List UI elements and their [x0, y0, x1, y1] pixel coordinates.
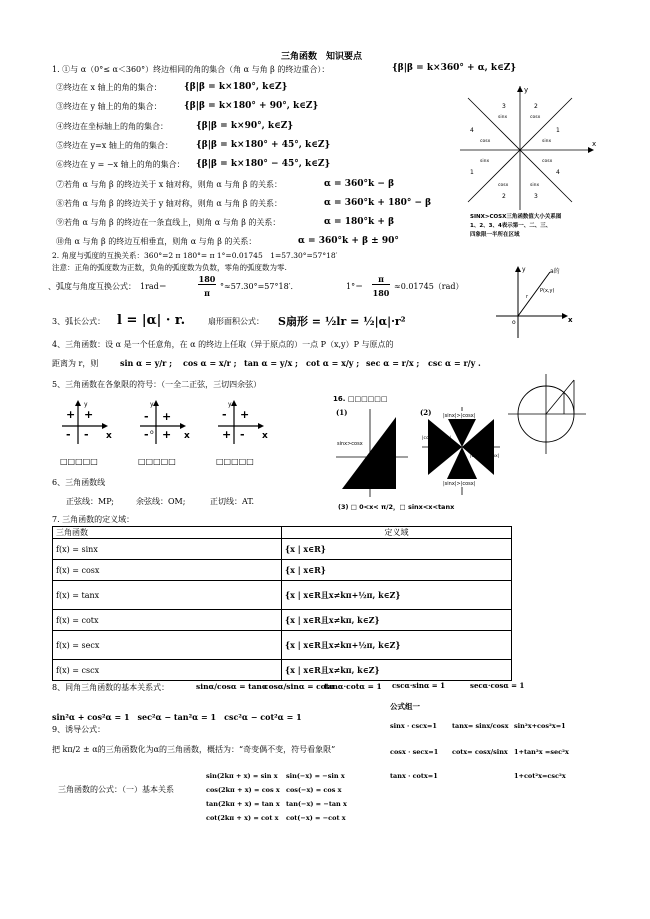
region-fig2-label-left: |cosx|>|sinx|: [422, 436, 452, 441]
svg-text:x: x: [262, 431, 268, 441]
region-figure-1: [334, 405, 414, 500]
sec1-line7-formula: α = 360°k − β: [324, 179, 395, 189]
table-cell-domain: {x | x∈R且x≠kπ+½π, k∈Z}: [282, 581, 512, 610]
table-cell-function: f(x) = cotx: [53, 610, 282, 631]
svg-text:-: -: [66, 428, 71, 441]
svg-text:x: x: [106, 431, 112, 441]
sec4-cot: cot α = x/y ;: [306, 358, 360, 368]
svg-text:+: +: [162, 410, 172, 423]
region-fig2-label-right: |cosx|>|sinx|: [470, 454, 500, 459]
table-cell-domain: {x | x∈R且x≠kπ, k∈Z}: [282, 610, 512, 631]
domain-table: [52, 526, 512, 681]
point-a-label: a的: [550, 268, 560, 275]
sec2-frac2-num: π: [372, 274, 390, 285]
induction-g2-0: sin(−x) = −sin x: [286, 772, 345, 780]
region-label-4: cosx: [480, 139, 491, 144]
table-cell-domain: {x | x∈R}: [282, 560, 512, 581]
region-label-8: sinx: [530, 183, 540, 188]
region-label-5: cosx: [542, 159, 553, 164]
svg-text:y: y: [84, 401, 88, 408]
point-y-label: y: [522, 266, 526, 273]
sec2-line3d: °≈57.30°=57°18′．: [220, 282, 299, 291]
table-row: [53, 560, 512, 581]
svg-text:x: x: [184, 431, 190, 441]
sec6-tangent-line: 正切线：AT.: [210, 497, 255, 506]
sec1-line9-formula: α = 180°k + β: [324, 217, 395, 227]
sec1-line2-text: ②终边在 x 轴上的角的集合：: [56, 83, 162, 92]
table-row: [53, 610, 512, 631]
region-fig2-label-top: |sinx|>|cosx|: [443, 413, 476, 419]
sec1-line10-formula: α = 360°k + β ± 90°: [298, 236, 399, 246]
sec5-line1: 5、三角函数在各象限的符号：（一全二正弦，三切四余弦）: [52, 380, 262, 389]
sec4-sin: sin α = y/r ;: [120, 358, 173, 368]
sec8-f4: cscα·sinα = 1: [392, 681, 445, 690]
quadrant-x-label: x: [592, 140, 597, 148]
sec9-line3: 三角函数的公式：（一）基本关系: [58, 785, 174, 794]
sec9-line1: 9、诱导公式：: [52, 725, 106, 734]
point-p-label: P(x,y): [540, 288, 555, 294]
sec9-line2: 把 kπ/2 ± α的三角函数化为α的三角函数，概括为：“奇变偶不变，符号看象限”: [52, 745, 336, 754]
table-row: [53, 660, 512, 681]
svg-text:+: +: [162, 428, 172, 441]
sec2-frac2-den: 180: [372, 288, 390, 298]
table-header-function: 三角函数: [53, 527, 282, 539]
sec1-line8-text: ⑧若角 α 与角 β 的终边关于 y 轴对称，则角 α 与角 β 的关系：: [56, 199, 283, 208]
quadrant-caption-3: 四象限一半所在区域: [470, 232, 520, 238]
svg-text:+: +: [240, 408, 250, 421]
sec16-p3: (3) □ 0<x< π/2，□ sinx<x<tanx: [338, 503, 455, 511]
table-cell-function: f(x) = tanx: [53, 581, 282, 610]
table-cell-domain: {x | x∈R且x≠kπ+½π, k∈Z}: [282, 631, 512, 660]
sec1-line2-formula: {β|β = k×180°, k∈Z}: [184, 82, 288, 92]
sec16-p2: (2): [420, 408, 432, 417]
sec1-line3-text: ③终边在 y 轴上的角的集合：: [56, 102, 162, 111]
region-num-1: 3: [502, 103, 506, 110]
sec1-line6-formula: {β|β = k×180° − 45°, k∈Z}: [196, 159, 331, 169]
region-num-7: 2: [502, 193, 506, 200]
sec2-line1: 2. 角度与弧度的互换关系：360°=2 π 180°= π 1°=0.01745 1=57.30°=57°18′: [52, 251, 338, 260]
sec1-line5-formula: {β|β = k×180° + 45°, k∈Z}: [196, 140, 331, 150]
table-cell-function: f(x) = cosx: [53, 560, 282, 581]
table-cell-function: f(x) = cscx: [53, 660, 282, 681]
sec3-sector-formula: S扇形 = ½lr = ½|α|·r²: [278, 315, 406, 328]
sec4-line2: 距离为 r，则: [52, 359, 99, 368]
sec8-line2: sin²α + cos²α = 1 sec²α − tan²α = 1 csc²α − cot²α = 1: [52, 712, 302, 722]
region-num-5: 4: [556, 169, 560, 176]
sec2-line3e: 1°＝: [346, 282, 364, 291]
table-cell-function: f(x) = secx: [53, 631, 282, 660]
induction-g1-1: cos(2kπ + x) = cos x: [206, 786, 280, 794]
sec7-line1: 7. 三角函数的定义域：: [52, 515, 135, 524]
sec1-line9-text: ⑨若角 α 与角 β 的终边在一条直线上，则角 α 与角 β 的关系：: [56, 218, 281, 227]
sec2-line3h: ≈0.01745（rad）: [394, 282, 464, 291]
sign-diagram-tan: [212, 398, 272, 448]
sign-caption-cos: □□□□□: [138, 457, 176, 466]
region-num-3: 1: [556, 127, 560, 134]
formula-r1a: sinx · cscx=1: [390, 722, 437, 730]
sec8-f5: secα·cosα = 1: [470, 681, 525, 690]
formula-r2c: 1+tan²x =sec²x: [514, 748, 569, 756]
svg-text:y: y: [228, 401, 232, 408]
sec16-p1: (1): [336, 408, 348, 417]
region-label-1: sinx: [498, 115, 508, 120]
sec1-line5-text: ⑤终边在 y=x 轴上的角的集合：: [56, 141, 173, 150]
svg-text:-: -: [240, 428, 245, 441]
point-o-label: o: [512, 319, 516, 326]
sec6-line1: 6、三角函数线: [52, 478, 106, 487]
sec8-f3: tanα·cotα = 1: [324, 682, 382, 691]
table-row: [53, 631, 512, 660]
sec8-f1: sinα/cosα = tanα: [196, 682, 268, 691]
sec3-sector-label: 扇形面积公式：: [208, 317, 264, 326]
svg-text:+: +: [66, 408, 76, 421]
svg-text:o: o: [150, 429, 154, 436]
table-row: [53, 539, 512, 560]
point-x-label: x: [568, 316, 573, 324]
quadrant-y-label: y: [524, 86, 529, 94]
region-fig1-label: sinx>cosx: [337, 441, 363, 447]
point-r-label: r: [526, 294, 529, 300]
table-header-domain: 定义域: [282, 527, 512, 539]
region-num-4: 4: [470, 127, 474, 134]
sec4-line1: 4、三角函数：设 α 是一个任意角，在 α 的终边上任取（异于原点的）一点 P（x,y）P 与原点的: [52, 340, 394, 349]
sec6-cosine-line: 余弦线：OM;: [136, 497, 186, 506]
sign-diagram-sin: [56, 398, 116, 448]
table-header-row: [53, 527, 512, 539]
induction-g2-2: tan(−x) = −tan x: [286, 800, 347, 808]
sec8-f2: cosα/sinα = cotα: [264, 682, 335, 691]
quadrant-caption-1: SINX>COSX三角函数值大小关系图: [470, 214, 562, 220]
sec1-line3-formula: {β|β = k×180° + 90°, k∈Z}: [184, 101, 319, 111]
region-figure-2: [420, 405, 500, 500]
region-num-8: 3: [534, 193, 538, 200]
sign-caption-sin: □□□□□: [60, 457, 98, 466]
svg-text:-: -: [144, 428, 149, 441]
region-num-6: 1: [470, 169, 474, 176]
svg-text:y: y: [150, 401, 154, 408]
formula-r1c: sin²x+cos²x=1: [514, 722, 566, 730]
sec1-line1-text: 1. ①与 α（0°≤ α＜360°）终边相同的角的集合（角 α 与角 β 的终边重合）：: [52, 65, 330, 74]
svg-text:-: -: [222, 408, 227, 421]
sec1-line1-formula: {β|β = k×360° + α, k∈Z}: [392, 63, 517, 73]
region-label-7: cosx: [498, 183, 509, 188]
sec1-line4-formula: {β|β = k×90°, k∈Z}: [196, 121, 294, 131]
induction-g1-3: cot(2kπ + x) = cot x: [206, 814, 279, 822]
point-diagram: [488, 262, 578, 342]
sec2-frac1-num: 180: [198, 274, 216, 284]
sec3-arc-label: 3、弧长公式：: [52, 317, 106, 326]
sec2-line2: 注意：正角的弧度数为正数，负角的弧度数为负数，零角的弧度数为零.: [52, 263, 287, 272]
formula-r2a: cosx · secx=1: [390, 748, 439, 756]
svg-text:-: -: [144, 410, 149, 423]
sec6-sine-line: 正弦线：MP;: [66, 497, 114, 506]
sec1-line7-text: ⑦若角 α 与角 β 的终边关于 x 轴对称，则角 α 与角 β 的关系：: [56, 180, 282, 189]
table-cell-domain: {x | x∈R且x≠kπ, k∈Z}: [282, 660, 512, 681]
sec4-sec: sec α = r/x ;: [366, 358, 420, 368]
table-cell-domain: {x | x∈R}: [282, 539, 512, 560]
sec8-line1: 8、同角三角函数的基本关系式：: [52, 683, 170, 692]
quadrant-diagram: [452, 82, 602, 212]
sec4-cos: cos α = x/r ;: [183, 358, 237, 368]
induction-g1-2: tan(2kπ + x) = tan x: [206, 800, 280, 808]
region-fig2-label-bottom: |sinx|>|cosx|: [443, 481, 476, 487]
formula-r3a: tanx · cotx=1: [390, 772, 438, 780]
svg-text:+: +: [222, 428, 232, 441]
sec3-arc-formula: l = |α| · r.: [117, 313, 186, 328]
page-title: 三角函数 知识要点: [281, 52, 363, 62]
sec2-frac1-den: π: [204, 288, 210, 298]
sec4-csc: csc α = r/y .: [428, 358, 481, 368]
induction-g2-3: cot(−x) = −cot x: [286, 814, 346, 822]
table-row: [53, 581, 512, 610]
region-num-2: 2: [534, 103, 538, 110]
region-label-6: sinx: [480, 159, 490, 164]
sec4-tan: tan α = y/x ;: [244, 358, 298, 368]
table-cell-function: f(x) = sinx: [53, 539, 282, 560]
region-label-3: sinx: [542, 139, 552, 144]
quadrant-caption-2: 1、2、3、4表示第一、二、三、: [470, 223, 552, 229]
region-label-2: cosx: [530, 115, 541, 120]
svg-text:+: +: [84, 408, 94, 421]
sign-caption-tan: □□□□□: [216, 457, 254, 466]
formula-r1b: tanx= sinx/cosx: [452, 722, 509, 730]
sec1-line8-formula: α = 360°k + 180° − β: [324, 198, 432, 208]
formula-r3c: 1+cot²x=csc²x: [514, 772, 566, 780]
sec16-heading: 16. □□□□□□: [333, 395, 388, 403]
sec1-line4-text: ④终边在坐标轴上的角的集合：: [56, 122, 168, 131]
sec2-line3a: 、弧度与角度互换公式： 1rad＝: [48, 282, 167, 291]
induction-g2-1: cos(−x) = cos x: [286, 786, 342, 794]
sign-diagram-cos: [134, 398, 194, 448]
unit-circle-diagram: [506, 372, 588, 456]
sec1-line10-text: ⑩角 α 与角 β 的终边互相垂直，则角 α 与角 β 的关系：: [56, 237, 257, 246]
formula-r2b: cotx= cosx/sinx: [452, 748, 508, 756]
svg-text:-: -: [84, 428, 89, 441]
induction-g1-0: sin(2kπ + x) = sin x: [206, 772, 278, 780]
sec1-line6-text: ⑥终边在 y = −x 轴上的角的集合：: [56, 160, 185, 169]
formula-group-heading: 公式组一: [390, 702, 420, 711]
